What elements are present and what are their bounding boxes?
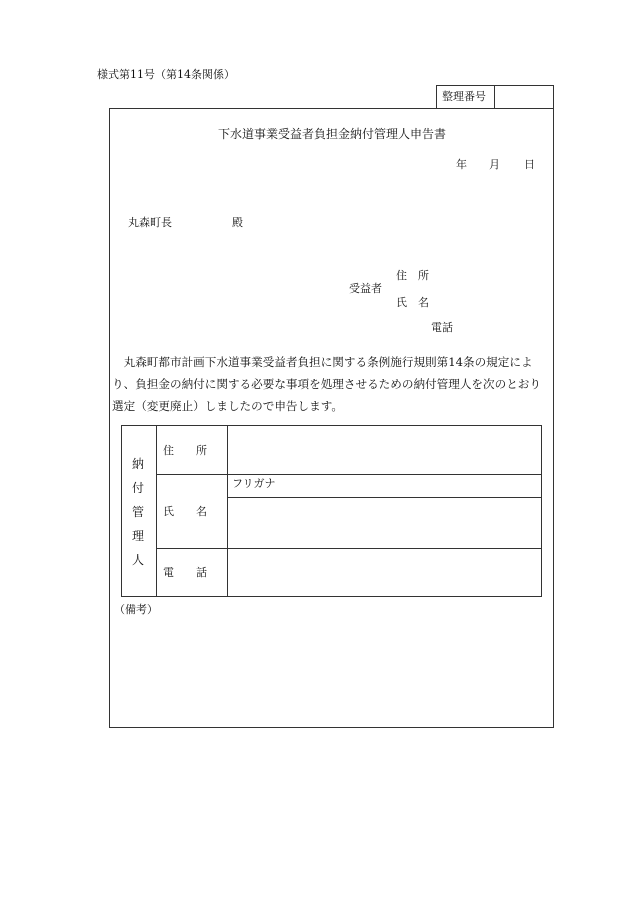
applicant-label: 受益者 <box>349 282 382 295</box>
side-label-char-4: 理 <box>131 529 144 543</box>
recipient-honorific: 殿 <box>232 216 243 229</box>
date-day: 日 <box>524 158 535 171</box>
date-month: 月 <box>489 158 500 171</box>
manager-name-field[interactable] <box>230 500 538 545</box>
date-year: 年 <box>456 158 467 171</box>
side-label-char-2: 付 <box>131 481 144 495</box>
table-name-label: 氏 名 <box>163 505 207 518</box>
form-border <box>109 108 554 728</box>
side-label-char-5: 人 <box>131 553 144 567</box>
table-furigana-label: フリガナ <box>232 477 276 490</box>
form-title: 下水道事業受益者負担金納付管理人申告書 <box>218 127 447 141</box>
applicant-phone-label: 電話 <box>431 321 453 334</box>
seiri-number-field[interactable] <box>497 87 551 107</box>
remarks-label: （備考） <box>114 603 158 616</box>
manager-address-field[interactable] <box>230 428 538 471</box>
side-label-char-3: 管 <box>131 505 144 519</box>
recipient-name: 丸森町長 <box>128 216 172 229</box>
applicant-name-label: 氏 名 <box>396 296 429 309</box>
side-label-char-1: 納 <box>131 457 144 471</box>
manager-furigana-field[interactable] <box>300 476 538 495</box>
applicant-address-label: 住 所 <box>396 269 429 282</box>
seiri-number-label: 整理番号 <box>442 90 486 103</box>
body-paragraph: 丸森町都市計画下水道事業受益者負担に関する条例施行規則第14条の規定により、負担金の納付に関する必要な事項を処理させるための納付管理人を次のとおり選定（変更廃止）しましたので申告します。 <box>112 355 541 413</box>
manager-phone-field[interactable] <box>230 551 538 594</box>
form-number-label: 様式第11号（第14条関係） <box>97 68 235 81</box>
table-phone-label: 電 話 <box>163 566 207 579</box>
table-address-label: 住 所 <box>163 444 207 457</box>
